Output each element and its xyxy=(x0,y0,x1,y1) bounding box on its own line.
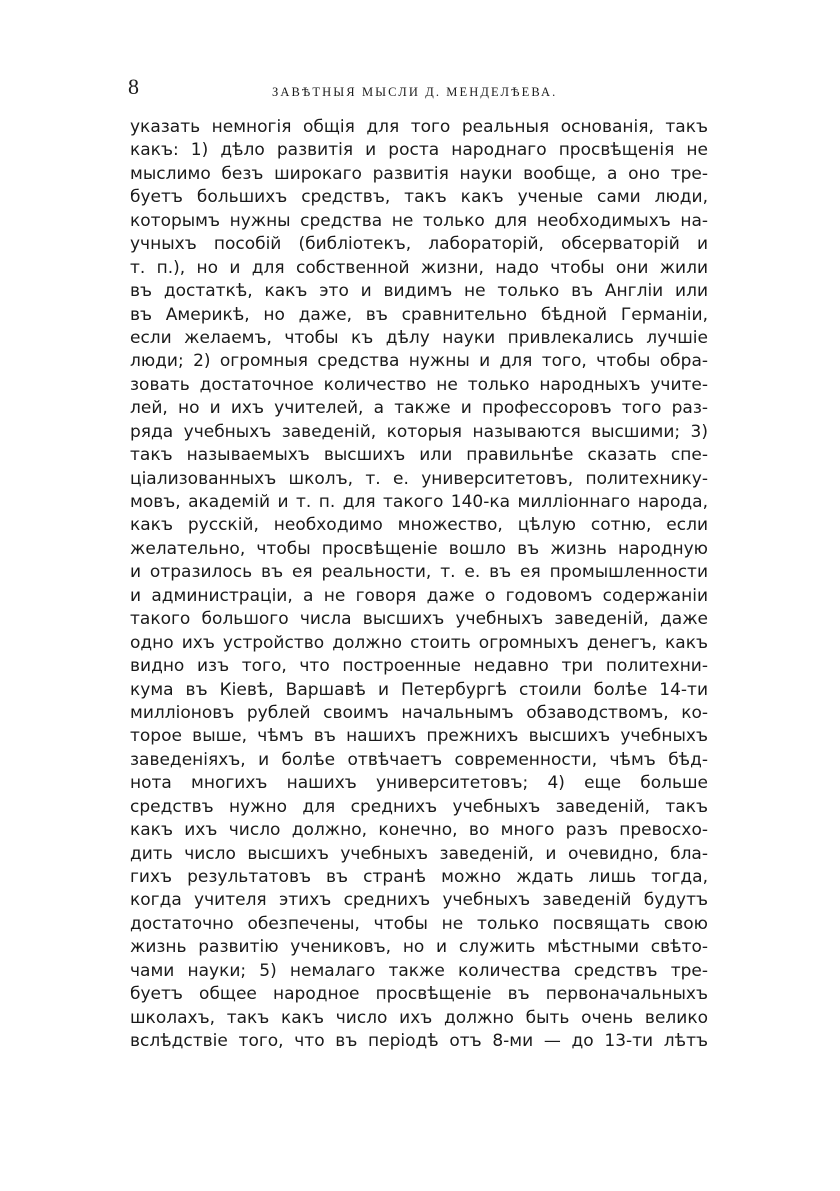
text-line: зовать достаточное количество не только народныхъ учите- xyxy=(130,374,708,395)
text-line: лей, но и ихъ учителей, а также и профессоровъ того раз- xyxy=(130,398,708,419)
text-line: такъ называемыхъ высшихъ или правильнѣе сказать спе- xyxy=(130,445,708,466)
running-title: ЗАВѢТНЫЯ МЫСЛИ Д. МЕНДЕЛѢЕВА. xyxy=(272,85,558,99)
text-line: одно ихъ устройство должно стоить огромныхъ денегъ, какъ xyxy=(130,632,708,653)
text-line: вслѣдствіе того, что въ періодѣ отъ 8-ми — до 13-ти лѣтъ xyxy=(130,1031,708,1052)
text-line: какъ русскій, необходимо множество, цѣлую сотню, если xyxy=(130,515,708,536)
text-line: достаточно обезпечены, чтобы не только посвящать свою xyxy=(130,913,708,934)
text-line: люди; 2) огромныя средства нужны и для того, чтобы обра- xyxy=(130,351,708,372)
text-line: когда учителя этихъ среднихъ учебныхъ заведеній будутъ xyxy=(130,890,708,911)
text-line: такого большого числа высшихъ учебныхъ заведеній, даже xyxy=(130,609,708,630)
text-line: буетъ большихъ средствъ, такъ какъ ученые сами люди, xyxy=(130,187,708,208)
text-line: желательно, чтобы просвѣщеніе вошло въ жизнь народную xyxy=(130,538,708,559)
text-line: ціализованныхъ школъ, т. е. университетовъ, политехнику- xyxy=(130,468,708,489)
text-line: видно изъ того, что построенные недавно три политехни- xyxy=(130,656,708,677)
body-text xyxy=(130,116,708,1054)
text-line: которымъ нужны средства не только для необходимыхъ на- xyxy=(130,210,708,231)
text-line: чами науки; 5) немалаго также количества средствъ тре- xyxy=(130,960,708,981)
text-line: кума въ Кіевѣ, Варшавѣ и Петербургѣ стоили болѣе 14-ти xyxy=(130,679,708,700)
text-line: торое выше, чѣмъ въ нашихъ прежнихъ высшихъ учебныхъ xyxy=(130,726,708,747)
text-line: мыслимо безъ широкаго развитія науки вообще, а оно тре- xyxy=(130,163,708,184)
text-line: т. п.), но и для собственной жизни, надо чтобы они жили xyxy=(130,257,708,278)
text-line: буетъ общее народное просвѣщеніе въ первоначальныхъ xyxy=(130,984,708,1005)
text-line: ряда учебныхъ заведеній, которыя называются высшими; 3) xyxy=(130,421,708,442)
text-line: въ Америкѣ, но даже, въ сравнительно бѣдной Германіи, xyxy=(130,304,708,325)
text-line: милліоновъ рублей своимъ начальнымъ обзаводствомъ, ко- xyxy=(130,702,708,723)
text-line: школахъ, такъ какъ число ихъ должно быть очень велико xyxy=(130,1007,708,1028)
text-line: указать немногія общія для того реальныя основанія, такъ xyxy=(130,117,708,137)
text-line: въ достаткѣ, какъ это и видимъ не только въ Англіи или xyxy=(130,281,708,302)
text-line: и отразилось въ ея реальности, т. е. въ ея промышленности xyxy=(130,562,708,583)
text-line: гихъ результатовъ въ странѣ можно ждать лишь тогда, xyxy=(130,867,708,887)
text-line: какъ: 1) дѣло развитія и роста народнаго просвѣщенія не xyxy=(130,140,708,161)
text-line: мовъ, академій и т. п. для такого 140-ка милліоннаго народа, xyxy=(130,492,708,512)
text-line: дить число высшихъ учебныхъ заведеній, и очевидно, бла- xyxy=(130,843,708,864)
text-line: если желаемъ, чтобы къ дѣлу науки привлекались лучшіе xyxy=(130,327,708,348)
text-line: жизнь развитію учениковъ, но и служить мѣстными свѣто- xyxy=(130,937,708,958)
text-line: какъ ихъ число должно, конечно, во много разъ превосхо- xyxy=(130,820,708,841)
text-line: заведеніяхъ, и болѣе отвѣчаетъ современности, чѣмъ бѣд- xyxy=(130,749,708,770)
text-line: средствъ нужно для среднихъ учебныхъ заведеній, такъ xyxy=(130,796,708,817)
page-number: 8 xyxy=(128,74,139,99)
text-line: и администраціи, а не говоря даже о годовомъ содержаніи xyxy=(130,585,708,606)
text-line: нота многихъ нашихъ университетовъ; 4) еще больше xyxy=(130,773,708,794)
text-line: учныхъ пособій (библіотекъ, лабораторій, обсерваторій и xyxy=(130,234,708,255)
